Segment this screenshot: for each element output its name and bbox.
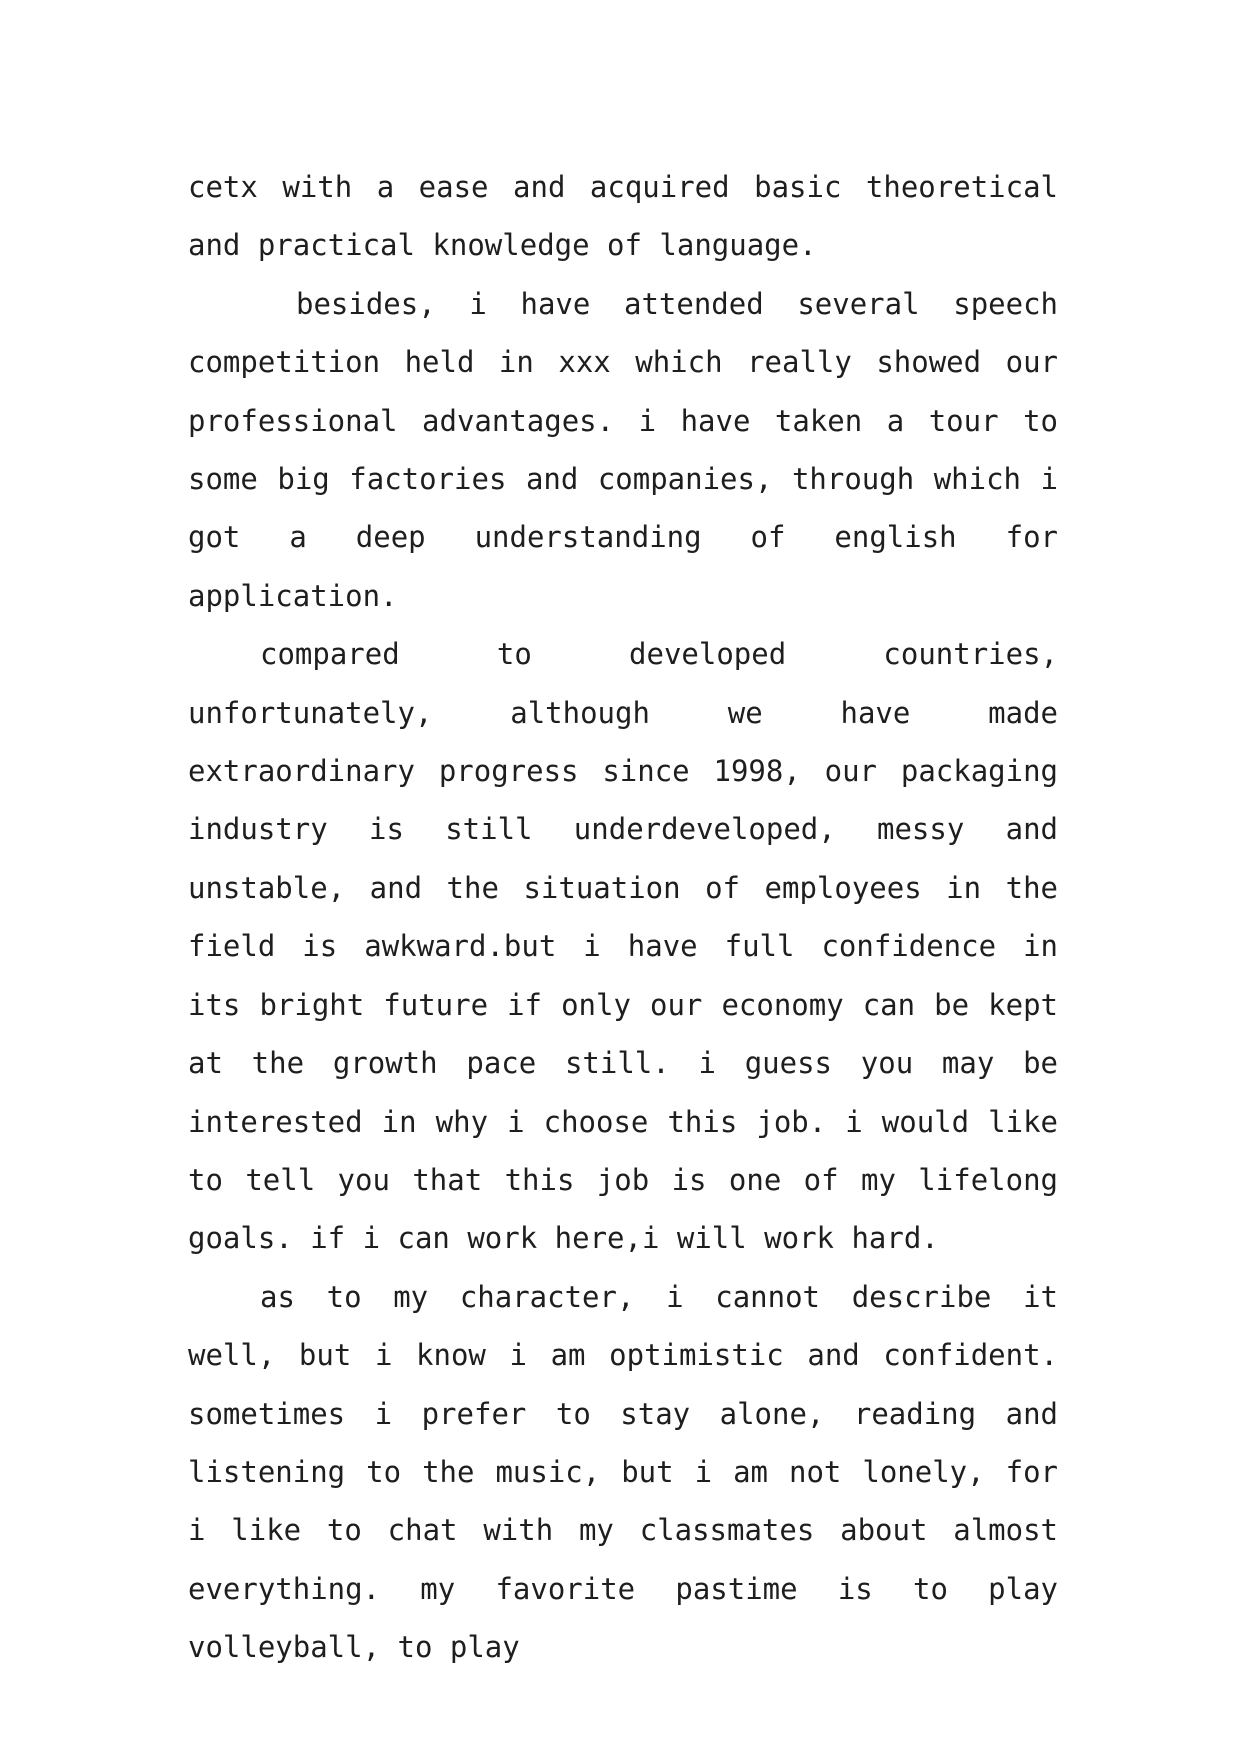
paragraph-packaging-industry: compared to developed countries, unfortunately, although we have made extraordinary progress since 1998, our packaging industry is still underdeveloped, messy and unstable, and the situation of employees in the field is awkward.but i have full confidence in its bright future if only our economy can be kept at the growth pace still. i guess you may be interested in why i choose this job. i would like to tell you that this job is one of my lifelong goals. if i can work here,i will work hard. [188,637,1058,1256]
paragraph-language-knowledge: cetx with a ease and acquired basic theoretical and practical knowledge of language. [188,170,1058,263]
body-text [188,158,1058,1677]
paragraph-character: as to my character, i cannot describe it well, but i know i am optimistic and confident. sometimes i prefer to stay alone, reading and listening to the music, but i am not lonely, for i like to chat with my classmates about almost everything. my favorite pastime is to play volleyball, to play [188,1279,1058,1665]
paragraph-speech-competition: besides, i have attended several speech competition held in xxx which really showed our professional advantages. i have taken a tour to some big factories and companies, through which i got a deep understanding of english for application. [188,286,1058,613]
